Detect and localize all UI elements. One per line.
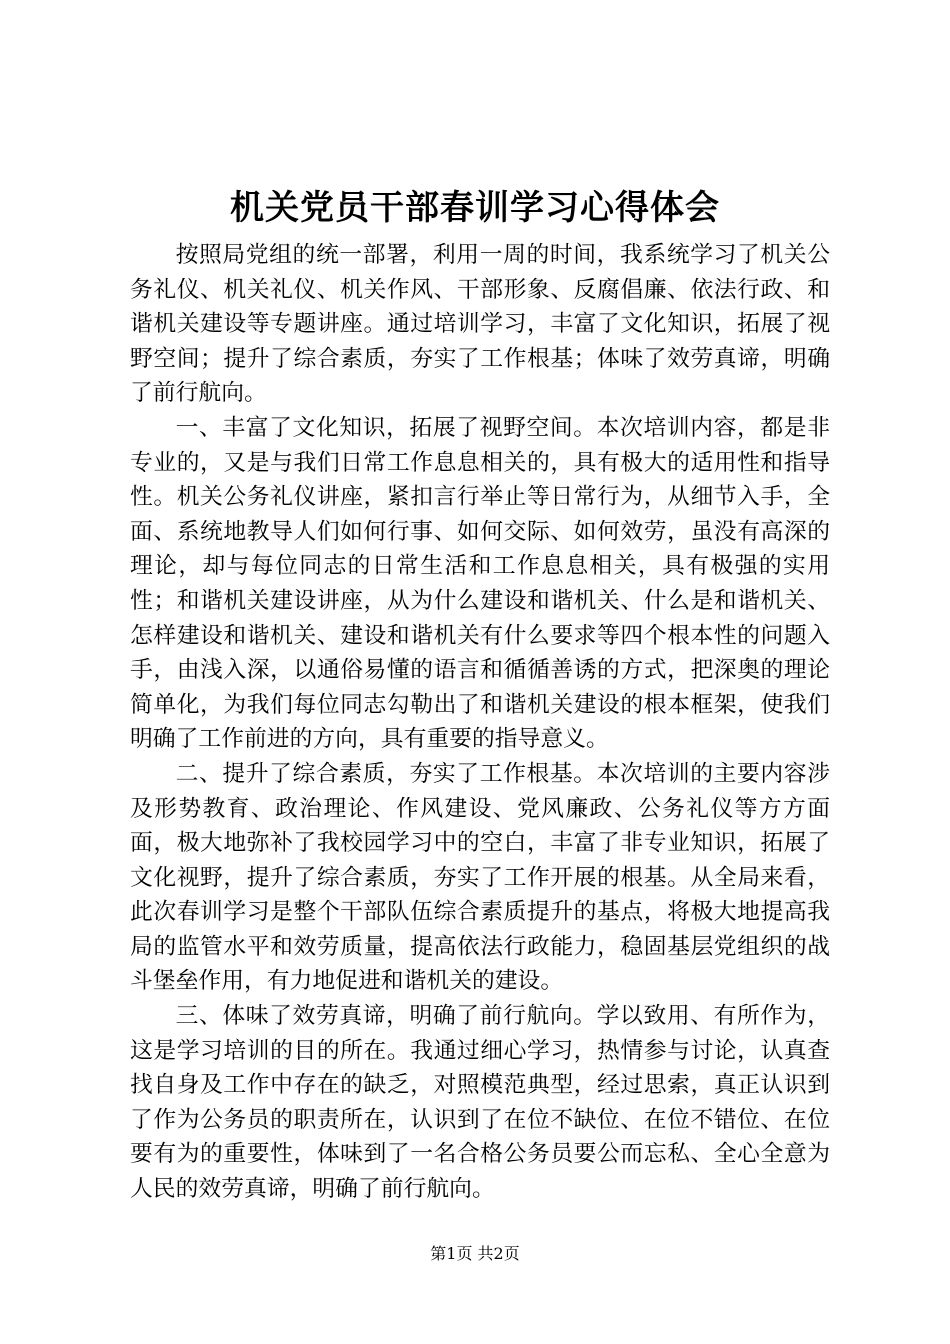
paragraph-intro: 按照局党组的统一部署，利用一周的时间，我系统学习了机关公务礼仪、机关礼仪、机关作风、干部形象、反腐倡廉、依法行政、和谐机关建设等专题讲座。通过培训学习，丰富了文化知识，拓展了视野空间；提升了综合素质，夯实了工作根基；体味了效劳真谛，明确了前行航向。 [130, 242, 830, 407]
page-footer: 第1页 共2页 [430, 1244, 520, 1263]
paragraph-section-3: 三、体味了效劳真谛，明确了前行航向。学以致用、有所作为，这是学习培训的目的所在。我通过细心学习，热情参与讨论，认真查找自身及工作中存在的缺乏，对照模范典型，经过思索，真正认识到了作为公务员的职责所在，认识到了在位不缺位、在位不错位、在位要有为的重要性，体味到了一名合格公务员要公而忘私、全心全意为人民的效劳真谛，明确了前行航向。 [130, 1003, 830, 1203]
document-body [130, 238, 830, 1207]
document-title: 机关党员干部春训学习心得体会 [230, 188, 720, 228]
paragraph-section-2: 二、提升了综合素质，夯实了工作根基。本次培训的主要内容涉及形势教育、政治理论、作风建设、党风廉政、公务礼仪等方方面面，极大地弥补了我校园学习中的空白，丰富了非专业知识，拓展了文化视野，提升了综合素质，夯实了工作开展的根基。从全局来看，此次春训学习是整个干部队伍综合素质提升的基点，将极大地提高我局的监管水平和效劳质量，提高依法行政能力，稳固基层党组织的战斗堡垒作用，有力地促进和谐机关的建设。 [130, 760, 830, 995]
paragraph-section-1: 一、丰富了文化知识，拓展了视野空间。本次培训内容，都是非专业的，又是与我们日常工作息息相关的，具有极大的适用性和指导性。机关公务礼仪讲座，紧扣言行举止等日常行为，从细节入手，全面、系统地教导人们如何行事、如何交际、如何效劳，虽没有高深的理论，却与每位同志的日常生活和工作息息相关，具有极强的实用性；和谐机关建设讲座，从为什么建设和谐机关、什么是和谐机关、怎样建设和谐机关、建设和谐机关有什么要求等四个根本性的问题入手，由浅入深，以通俗易懂的语言和循循善诱的方式，把深奥的理论简单化，为我们每位同志勾勒出了和谐机关建设的根本框架，使我们明确了工作前进的方向，具有重要的指导意义。 [130, 414, 830, 753]
